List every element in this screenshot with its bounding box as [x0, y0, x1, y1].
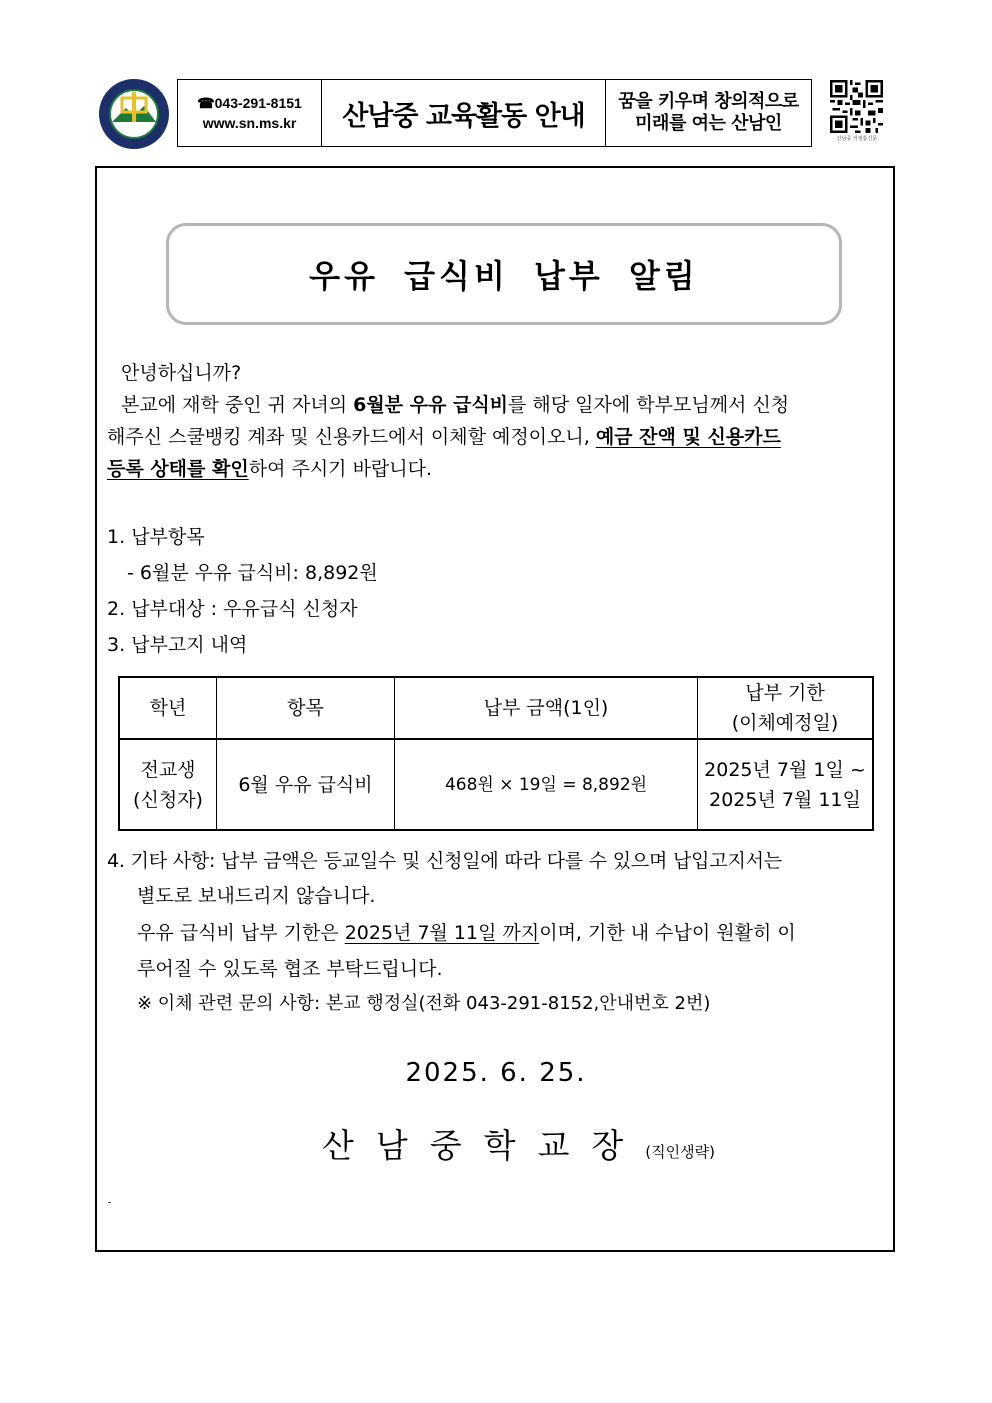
item-4-line-3-post: 이며, 기한 내 수납이 원활히 이: [539, 922, 796, 944]
stray-mark: ˷: [107, 1193, 112, 1204]
payment-table: [118, 676, 874, 831]
principal-signature: [322, 1120, 715, 1167]
cell-grade-line-1: 전교생: [140, 758, 196, 781]
header-title: 산남중 교육활동 안내: [322, 80, 606, 146]
greeting: 안녕하십니까?: [121, 362, 242, 384]
body-line-1-pre: 본교에 재학 중인 귀 자녀의: [121, 394, 354, 416]
body-line-3-post: 하여 주시기 바랍니다.: [248, 458, 433, 480]
cell-grade-line-2: (신청자): [133, 788, 203, 811]
body-line-2: [107, 421, 781, 453]
header-amount: 납부 금액(1인): [395, 677, 698, 739]
header-grade: 학년: [119, 677, 217, 739]
item-4-line-1: 4. 기타 사항: 납부 금액은 등교일수 및 신청일에 따라 다를 수 있으며 납입고지서는: [107, 850, 782, 872]
qr-caption: 산남중 가정통신문: [836, 136, 878, 142]
inquiry-note: ※ 이체 관련 문의 사항: 본교 행정실(전화 043-291-8152,안내번호 2번): [137, 993, 711, 1014]
body-line-1-bold: 6월분 우유 급식비: [353, 394, 509, 416]
cell-grade: [119, 739, 217, 830]
phone-number: ☎043-291-8151: [197, 95, 302, 111]
body-line-2-pre: 해주신 스쿨뱅킹 계좌 및 신용카드에서 이체할 예정이오니,: [107, 426, 596, 448]
item-2: 2. 납부대상 : 우유급식 신청자: [107, 598, 358, 620]
school-logo-icon: [98, 78, 170, 150]
item-1-detail: - 6월분 우유 급식비: 8,892원: [127, 562, 378, 584]
seal-omitted-note: (직인생략): [645, 1143, 715, 1161]
cell-period-line-1: 2025년 7월 1일 ~: [704, 758, 866, 781]
header-deadline-line-2: (이체예정일): [731, 712, 839, 734]
body-line-1: [121, 389, 789, 421]
item-1-heading: 1. 납부항목: [107, 526, 205, 548]
cell-amount: 468원 × 19일 = 8,892원: [395, 739, 698, 830]
notice-date: 2025. 6. 25.: [405, 1058, 587, 1088]
body-line-3: [107, 453, 432, 485]
motto-line-2: 미래를 여는 산남인: [635, 113, 782, 134]
table-header-row: [119, 677, 873, 739]
qr-code-icon[interactable]: [830, 80, 883, 133]
header-deadline: [698, 677, 874, 739]
website-link[interactable]: www.sn.ms.kr: [202, 115, 297, 131]
item-4-line-4: 루어질 수 있도록 협조 부탁드립니다.: [137, 958, 443, 980]
body-line-1-post: 를 해당 일자에 학부모님께서 신청: [508, 394, 790, 416]
cell-period: [698, 739, 874, 830]
cell-period-line-2: 2025년 7월 11일: [709, 788, 861, 811]
header-info-box: [177, 79, 812, 147]
item-4-line-3-pre: 우유 급식비 납부 기한은: [137, 922, 345, 944]
notice-title: 우유 급식비 납부 알림: [166, 223, 842, 325]
item-3-heading: 3. 납부고지 내역: [107, 634, 248, 656]
contact-cell: [178, 80, 322, 146]
principal-name: 산남중학교장: [322, 1126, 646, 1165]
body-line-3-underlined: 등록 상태를 확인: [107, 458, 249, 480]
item-4-line-3: [137, 917, 796, 949]
header-item: 항목: [217, 677, 395, 739]
cell-item: 6월 우유 급식비: [217, 739, 395, 830]
deadline-underlined: 2025년 7월 11일 까지: [344, 922, 540, 944]
item-4-line-2: 별도로 보내드리지 않습니다.: [137, 885, 376, 907]
body-line-2-underlined: 예금 잔액 및 신용카드: [595, 426, 781, 448]
header-deadline-line-1: 납부 기한: [745, 682, 825, 704]
motto-line-1: 꿈을 키우며 창의적으로: [618, 91, 799, 112]
table-row: [119, 739, 873, 830]
school-motto: [606, 80, 811, 146]
